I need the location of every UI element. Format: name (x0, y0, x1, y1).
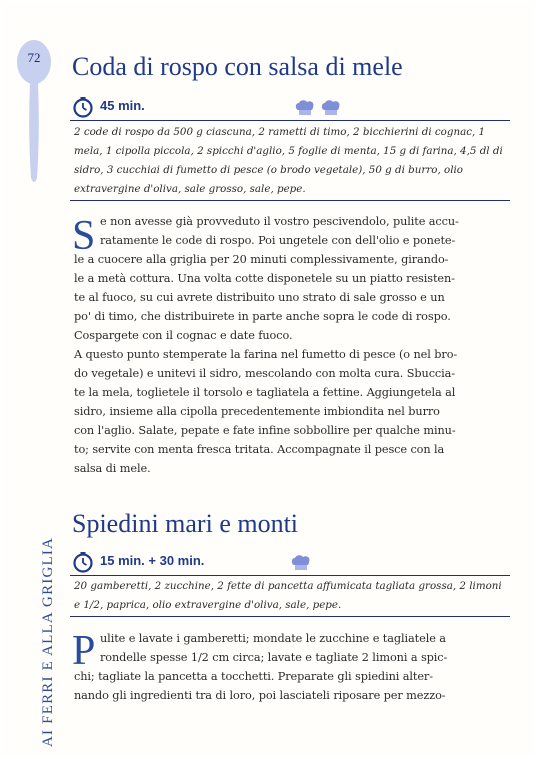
divider (70, 120, 510, 121)
recipe-title: Spiedini mari e monti (72, 509, 299, 538)
recipe-meta (70, 96, 514, 118)
book-page (2, 2, 534, 755)
chef-hat-icon (320, 99, 342, 117)
clock-icon (72, 551, 94, 573)
divider (70, 616, 510, 617)
text-line: e non avesse già provveduto il vostro pescivendolo, pulite accu- (100, 215, 459, 228)
text-line: ulite e lavate i gamberetti; mondate le zucchine e tagliatele a (100, 632, 446, 645)
chef-hat-icon (294, 99, 316, 117)
text-line: te la mela, toglietele il torsolo e tagliatela a fettine. Aggiungetela al (74, 386, 456, 399)
text-line: le a metà cottura. Una volta cotte disponetele su un piatto resisten- (74, 272, 455, 285)
text-line: to; servite con menta fresca tritata. Accompagnate il pesce con la (74, 443, 445, 456)
section-label (10, 472, 56, 752)
prep-time: 45 min. (100, 98, 145, 113)
text-line: Cospargete con il cognac e date fuoco. (74, 329, 293, 342)
text-line: rondelle spesse 1/2 cm circa; lavate e tagliate 2 limoni a spic- (100, 651, 448, 664)
drop-cap: S (72, 213, 96, 259)
text-line: chi; tagliate la pancetta a tocchetti. Preparate gli spiedini alter- (74, 670, 433, 683)
drop-cap: P (72, 628, 96, 674)
text-line: te al fuoco, su cui avrete distribuito uno strato di sale grosso e un (74, 291, 445, 304)
text-line: salsa di mele. (74, 462, 151, 475)
recipe-instructions (74, 629, 512, 705)
text-line: ratamente le code di rospo. Poi ungetele con dell'olio e ponete- (100, 234, 456, 247)
recipe-title: Coda di rospo con salsa di mele (72, 52, 403, 81)
ingredients-list: 20 gamberetti, 2 zucchine, 2 fette di pancetta affumicata tagliata grossa, 2 limoni e 1/2, paprica, olio extravergine d'oliva, sale, pepe. (74, 580, 502, 611)
divider (70, 200, 510, 201)
text-line: po' di timo, che distribuirete in parte anche sopra le code di rospo. (74, 310, 451, 323)
text-line: sidro, insieme alla cipolla precedentemente imbiondita nel burro (74, 405, 440, 418)
recipe-meta (70, 551, 514, 573)
section-label-text: AI FERRI E ALLA GRIGLIA (40, 536, 56, 747)
recipe-instructions (74, 212, 512, 478)
text-line: A questo punto stemperate la farina nel fumetto di pesce (o nel bro- (74, 348, 458, 361)
divider (70, 575, 510, 576)
text-line: le a cuocere alla griglia per 20 minuti complessivamente, girando- (74, 253, 449, 266)
ingredients-list: 2 code di rospo da 500 g ciascuna, 2 rametti di timo, 2 bicchierini di cognac, 1 mela, 1 cipolla piccola, 2 spicchi d'aglio, 5 foglie di menta, 15 g di farina, 4,5 dl di sidro, 3 cucchiai di fumetto di pesce (o brodo vegetale), 50 g di burro, olio extravergine d'oliva, sale grosso, sale, pepe. (74, 126, 503, 195)
text-line: do vegetale) e unitevi il sidro, mescolando con molta cura. Sbuccia- (74, 367, 456, 380)
chef-hat-icon (290, 554, 312, 572)
prep-time: 15 min. + 30 min. (100, 553, 205, 568)
text-line: con l'aglio. Salate, pepate e fate infine sobbollire per qualche minu- (74, 424, 456, 437)
page-number: 72 (27, 50, 41, 65)
clock-icon (72, 96, 94, 118)
text-line: nando gli ingredienti tra di loro, poi lasciateli riposare per mezzo- (74, 689, 446, 702)
